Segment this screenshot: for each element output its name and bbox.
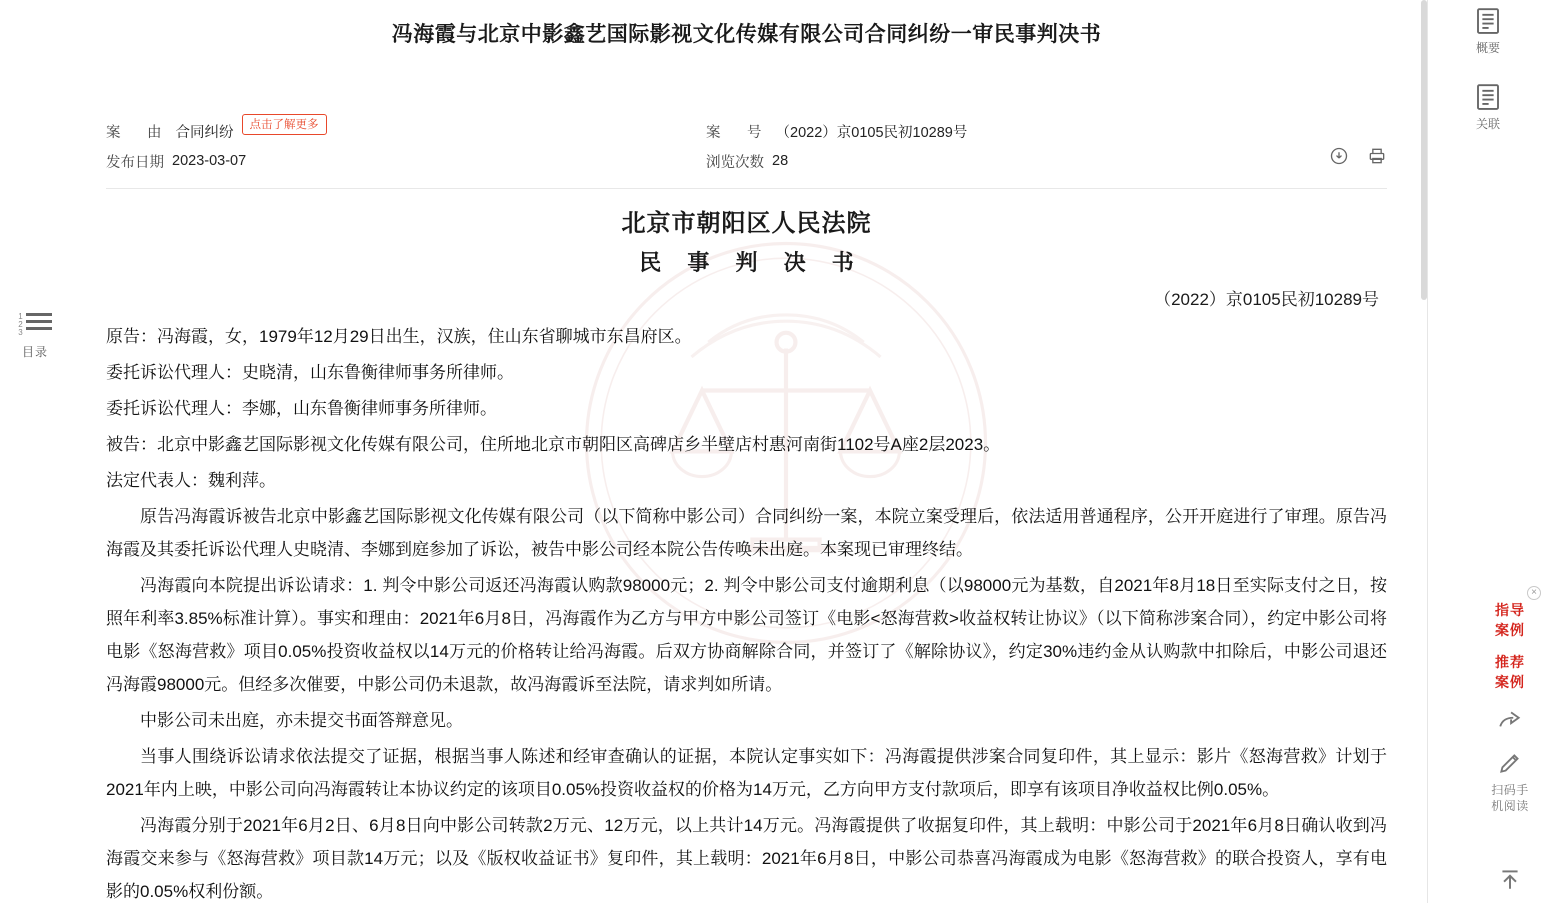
meta-label-views: 浏览次数: [706, 154, 764, 171]
meta-row-top: [106, 116, 1387, 146]
paragraph: 中影公司未出庭，亦未提交书面答辩意见。: [140, 711, 463, 730]
document-container: [66, 0, 1427, 903]
recommended-cases-button[interactable]: [1481, 652, 1539, 692]
meta-row-bottom: [106, 146, 1387, 176]
court-name: 北京市朝阳区人民法院: [621, 210, 872, 237]
guiding-cases-line1: 指导: [1495, 602, 1525, 618]
toc-number: 1: [18, 312, 23, 321]
meta-case-number: [706, 121, 967, 142]
meta-value-case-cause[interactable]: 合同纠纷: [175, 124, 234, 141]
toc-number: 3: [18, 328, 23, 337]
toc-number: 2: [18, 320, 23, 329]
learn-more-badge[interactable]: 点击了解更多: [242, 114, 327, 135]
close-icon[interactable]: ×: [1527, 586, 1541, 600]
scan-qr-line1: 扫码手: [1491, 783, 1529, 797]
paragraph: 被告：北京中影鑫艺国际影视文化传媒有限公司，住所地北京市朝阳区高碑店乡半壁店村惠河南街1102号A座2层2023。: [106, 435, 1001, 454]
promo-panel: [1481, 587, 1539, 814]
paragraph: 当事人围绕诉讼请求依法提交了证据，根据当事人陈述和经审查确认的证据，本院认定事实如下：冯海霞提供涉案合同复印件，其上显示：影片《怒海营救》计划于2021年内上映，中影公司向冯海霞转让本协议约定的该项目0.05%投资收益权的价格为14万元，乙方向甲方支付款项后，即享有该项目净收益权比例0.05%。: [106, 747, 1387, 799]
guiding-cases-line2: 案例: [1495, 622, 1525, 638]
recommended-cases-line1: 推荐: [1495, 654, 1525, 670]
meta-case-cause: [106, 118, 706, 142]
guiding-cases-button[interactable]: [1481, 600, 1539, 640]
sidebar-item-label: 关联: [1475, 117, 1500, 131]
arrow-up-icon: [1497, 866, 1523, 892]
print-icon[interactable]: [1367, 146, 1387, 166]
document-body: [106, 203, 1387, 903]
meta-publish-date: [106, 151, 706, 172]
left-rail: [0, 0, 66, 903]
meta-label-publish-date: 发布日期: [106, 154, 164, 171]
toc-icon: [12, 312, 58, 337]
document-meta: [106, 116, 1387, 189]
document-kind: 民 事 判 决 书: [639, 250, 864, 275]
sidebar-item-label: 概要: [1475, 41, 1500, 55]
meta-value-case-number: （2022）京0105民初10289号: [775, 124, 968, 141]
meta-views: [706, 151, 788, 172]
annotate-button[interactable]: [1481, 750, 1539, 776]
case-number-line: （2022）京0105民初10289号: [1154, 290, 1379, 309]
paragraph: 冯海霞分别于2021年6月2日、6月8日向中影公司转款2万元、12万元，以上共计14万元。冯海霞提供了收据复印件，其上载明：中影公司于2021年6月8日确认收到冯海霞交来参与《怒海营救》项目款14万元；以及《版权收益证书》复印件，其上载明：2021年6月8日，中影公司恭喜冯海霞成为电影《怒海营救》的联合投资人，享有电影的0.05%权利份额。: [106, 816, 1387, 901]
meta-label-case-number: 案 号: [706, 124, 768, 141]
meta-value-publish-date: 2023-03-07: [172, 153, 247, 169]
share-icon: [1497, 708, 1523, 734]
sidebar-item-summary[interactable]: [1428, 6, 1548, 56]
pencil-icon: [1497, 750, 1523, 776]
right-rail: [1427, 0, 1547, 903]
scan-qr-label[interactable]: [1481, 782, 1539, 814]
toc-label: 目录: [21, 345, 48, 359]
toc-toggle[interactable]: [12, 312, 58, 360]
paragraph: 原告：冯海霞，女，1979年12月29日出生，汉族，住山东省聊城市东昌府区。: [106, 327, 692, 346]
meta-value-views: 28: [772, 153, 789, 169]
meta-label-case-cause: 案 由: [106, 124, 168, 141]
page-title: 冯海霞与北京中影鑫艺国际影视文化传媒有限公司合同纠纷一审民事判决书: [391, 23, 1102, 46]
scan-qr-line2: 机阅读: [1491, 799, 1529, 813]
paragraph: 委托诉讼代理人：史晓清，山东鲁衡律师事务所律师。: [106, 363, 514, 382]
share-button[interactable]: [1481, 708, 1539, 734]
related-icon: [1473, 82, 1503, 112]
recommended-cases-line2: 案例: [1495, 674, 1525, 690]
toc-bars: [26, 312, 52, 330]
paragraph: 委托诉讼代理人：李娜，山东鲁衡律师事务所律师。: [106, 399, 497, 418]
sidebar-item-related[interactable]: [1428, 82, 1548, 132]
meta-actions: [1329, 146, 1387, 166]
toc-numbers: [18, 312, 22, 337]
download-icon[interactable]: [1329, 146, 1349, 166]
paragraph: 冯海霞向本院提出诉讼请求：1. 判令中影公司返还冯海霞认购款98000元；2. 判令中影公司支付逾期利息（以98000元为基数，自2021年8月18日至实际支付之日，按照年利率3.85%标准计算）。事实和理由：2021年6月8日，冯海霞作为乙方与甲方中影公司签订《电影<怒海营救>收益权转让协议》（以下简称涉案合同），约定中影公司将电影《怒海营救》项目0.05%投资收益权以14万元的价格转让给冯海霞。后双方协商解除合同，并签订了《解除协议》，约定30%违约金从认购款中扣除后，中影公司退还冯海霞98000元。但经多次催要，中影公司仍未退款，故冯海霞诉至法院，请求判如所请。: [106, 576, 1387, 694]
paragraph: 法定代表人：魏利萍。: [106, 471, 276, 490]
paragraph: 原告冯海霞诉被告北京中影鑫艺国际影视文化传媒有限公司（以下简称中影公司）合同纠纷一案，本院立案受理后，依法适用普通程序，公开开庭进行了审理。原告冯海霞及其委托诉讼代理人史晓清、李娜到庭参加了诉讼，被告中影公司经本院公告传唤未出庭。本案现已审理终结。: [106, 507, 1387, 559]
summary-icon: [1473, 6, 1503, 36]
back-to-top-button[interactable]: [1493, 866, 1527, 897]
